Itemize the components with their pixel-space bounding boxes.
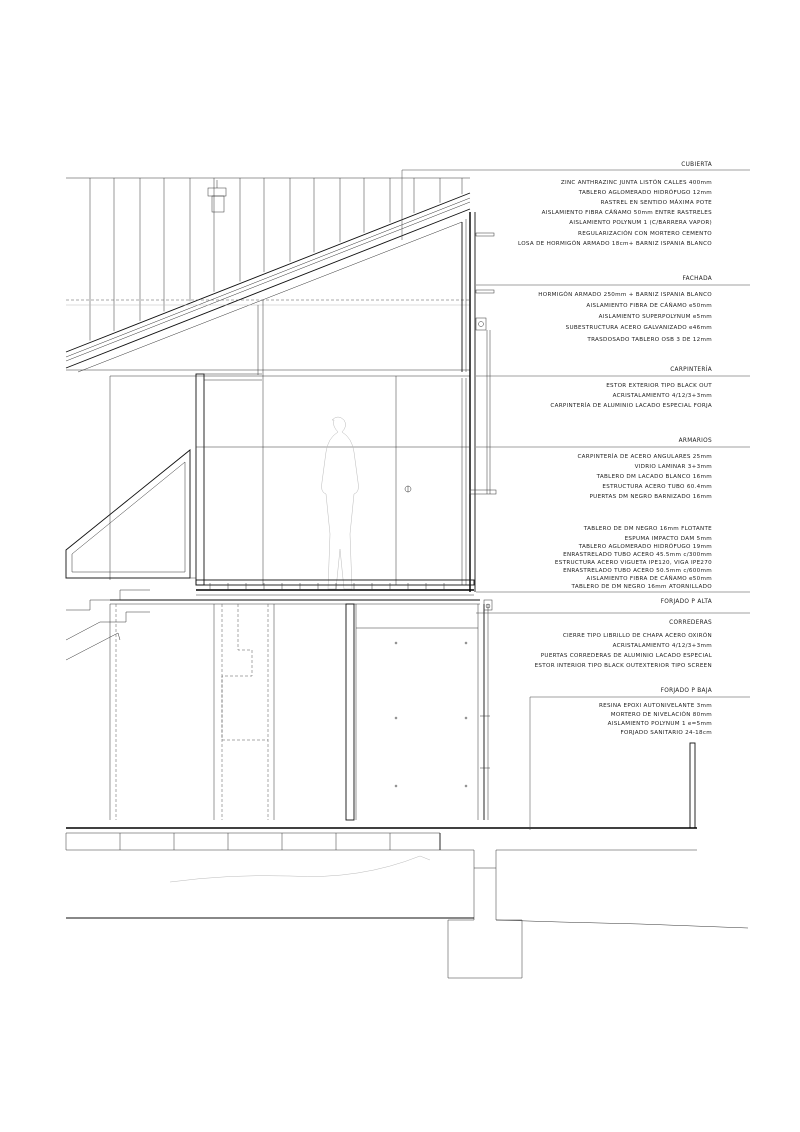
- label-forjado-alta-5: ESTRUCTURA ACERO VIGUETA IPE120, VIGA IPE270: [554, 560, 712, 566]
- upper-floor-section: [66, 212, 496, 592]
- label-forjado-alta-8: TABLERO DE DM NEGRO 16mm ATORNILLADO: [571, 584, 712, 590]
- label-forjado-alta-6: ENRASTRELADO TUBO ACERO 50.5mm c/600mm: [563, 568, 712, 574]
- label-forjado-alta-7: AISLAMIENTO FIBRA DE CÁÑAMO e50mm: [586, 576, 712, 582]
- heading-forjado-baja: FORJADO P BAJA: [660, 688, 712, 694]
- heading-forjado-alta: FORJADO P ALTA: [660, 599, 712, 605]
- label-correderas-4: ESTOR INTERIOR TIPO BLACK OUTEXTERIOR TIPO SCREEN: [534, 663, 712, 669]
- label-armarios-4: ESTRUCTURA ACERO TUBO 60.4mm: [602, 484, 712, 490]
- label-armarios-1: CARPINTERÍA DE ACERO ANGULARES 25mm: [577, 454, 712, 460]
- label-armarios-5: PUERTAS DM NEGRO BARNIZADO 16mm: [589, 494, 712, 500]
- label-forjado-alta-2: ESPUMA IMPACTO DAM 5mm: [624, 536, 712, 542]
- label-forjado-alta-4: ENRASTRELADO TUBO ACERO 45.5mm c/300mm: [563, 552, 712, 558]
- label-fachada-5: TRASDOSADO TABLERO OSB 3 DE 12mm: [587, 337, 712, 343]
- label-forjado-baja-1: RESINA EPOXI AUTONIVELANTE 3mm: [599, 703, 712, 709]
- label-fachada-4: SUBESTRUCTURA ACERO GALVANIZADO e46mm: [565, 325, 712, 331]
- label-forjado-baja-3: AISLAMIENTO POLYNUM 1 e=5mm: [607, 721, 712, 727]
- label-correderas-1: CIERRE TIPO LIBRILLO DE CHAPA ACERO OXIRÓN: [562, 633, 712, 639]
- label-cubierta-6: REGULARIZACIÓN CON MORTERO CEMENTO: [578, 231, 712, 237]
- label-armarios-3: TABLERO DM LACADO BLANCO 16mm: [596, 474, 712, 480]
- label-correderas-3: PUERTAS CORREDERAS DE ALUMINIO LACADO ESPECIAL: [540, 653, 712, 659]
- label-cubierta-3: RASTREL EN SENTIDO MÁXIMA POTE: [600, 200, 712, 206]
- label-fachada-1: HORMIGÓN ARMADO 250mm + BARNIZ ISPANIA BLANCO: [538, 292, 712, 298]
- label-forjado-alta-1: TABLERO DE DM NEGRO 16mm FLOTANTE: [583, 526, 712, 532]
- label-forjado-baja-2: MORTERO DE NIVELACIÓN 80mm: [610, 712, 712, 718]
- label-carpinteria-1: ESTOR EXTERIOR TIPO BLACK OUT: [606, 383, 712, 389]
- heading-fachada: FACHADA: [682, 276, 712, 282]
- label-carpinteria-2: ACRISTALAMIENTO 4/12/3+3mm: [612, 393, 712, 399]
- heading-correderas: CORREDERAS: [669, 620, 712, 626]
- label-correderas-2: ACRISTALAMIENTO 4/12/3+3mm: [612, 643, 712, 649]
- label-carpinteria-3: CARPINTERÍA DE ALUMINIO LACADO ESPECIAL FORJA: [550, 403, 712, 409]
- label-armarios-2: VIDRIO LAMINAR 3+3mm: [634, 464, 712, 470]
- roof-section: [66, 178, 470, 372]
- foundation-section: [66, 828, 748, 978]
- label-cubierta-7: LOSA DE HORMIGÓN ARMADO 18cm+ BARNIZ ISPANIA BLANCO: [517, 241, 712, 247]
- label-fachada-3: AISLAMIENTO SUPERPOLYNUM e5mm: [598, 314, 712, 320]
- label-cubierta-5: AISLAMIENTO POLYNUM 1 (C/BARRERA VAPOR): [569, 220, 712, 226]
- heading-cubierta: CUBIERTA: [681, 162, 712, 168]
- label-cubierta-2: TABLERO AGLOMERADO HIDRÓFUGO 12mm: [578, 190, 712, 196]
- label-forjado-alta-3: TABLERO AGLOMERADO HIDRÓFUGO 19mm: [578, 544, 712, 550]
- label-cubierta-4: AISLAMIENTO FIBRA CÁÑAMO 50mm ENTRE RASTRELES: [541, 210, 712, 216]
- heading-armarios: ARMARIOS: [678, 438, 712, 444]
- label-fachada-2: AISLAMIENTO FIBRA DE CÁÑAMO e50mm: [586, 303, 712, 309]
- label-cubierta-1: ZINC ANTHRAZINC JUNTA LISTÓN CALLES 400mm: [560, 180, 712, 186]
- heading-carpinteria: CARPINTERÍA: [670, 367, 712, 373]
- label-forjado-baja-4: FORJADO SANITARIO 24-18cm: [620, 730, 712, 736]
- upper-floor-slab: [66, 580, 480, 660]
- annotation-labels: [518, 162, 713, 736]
